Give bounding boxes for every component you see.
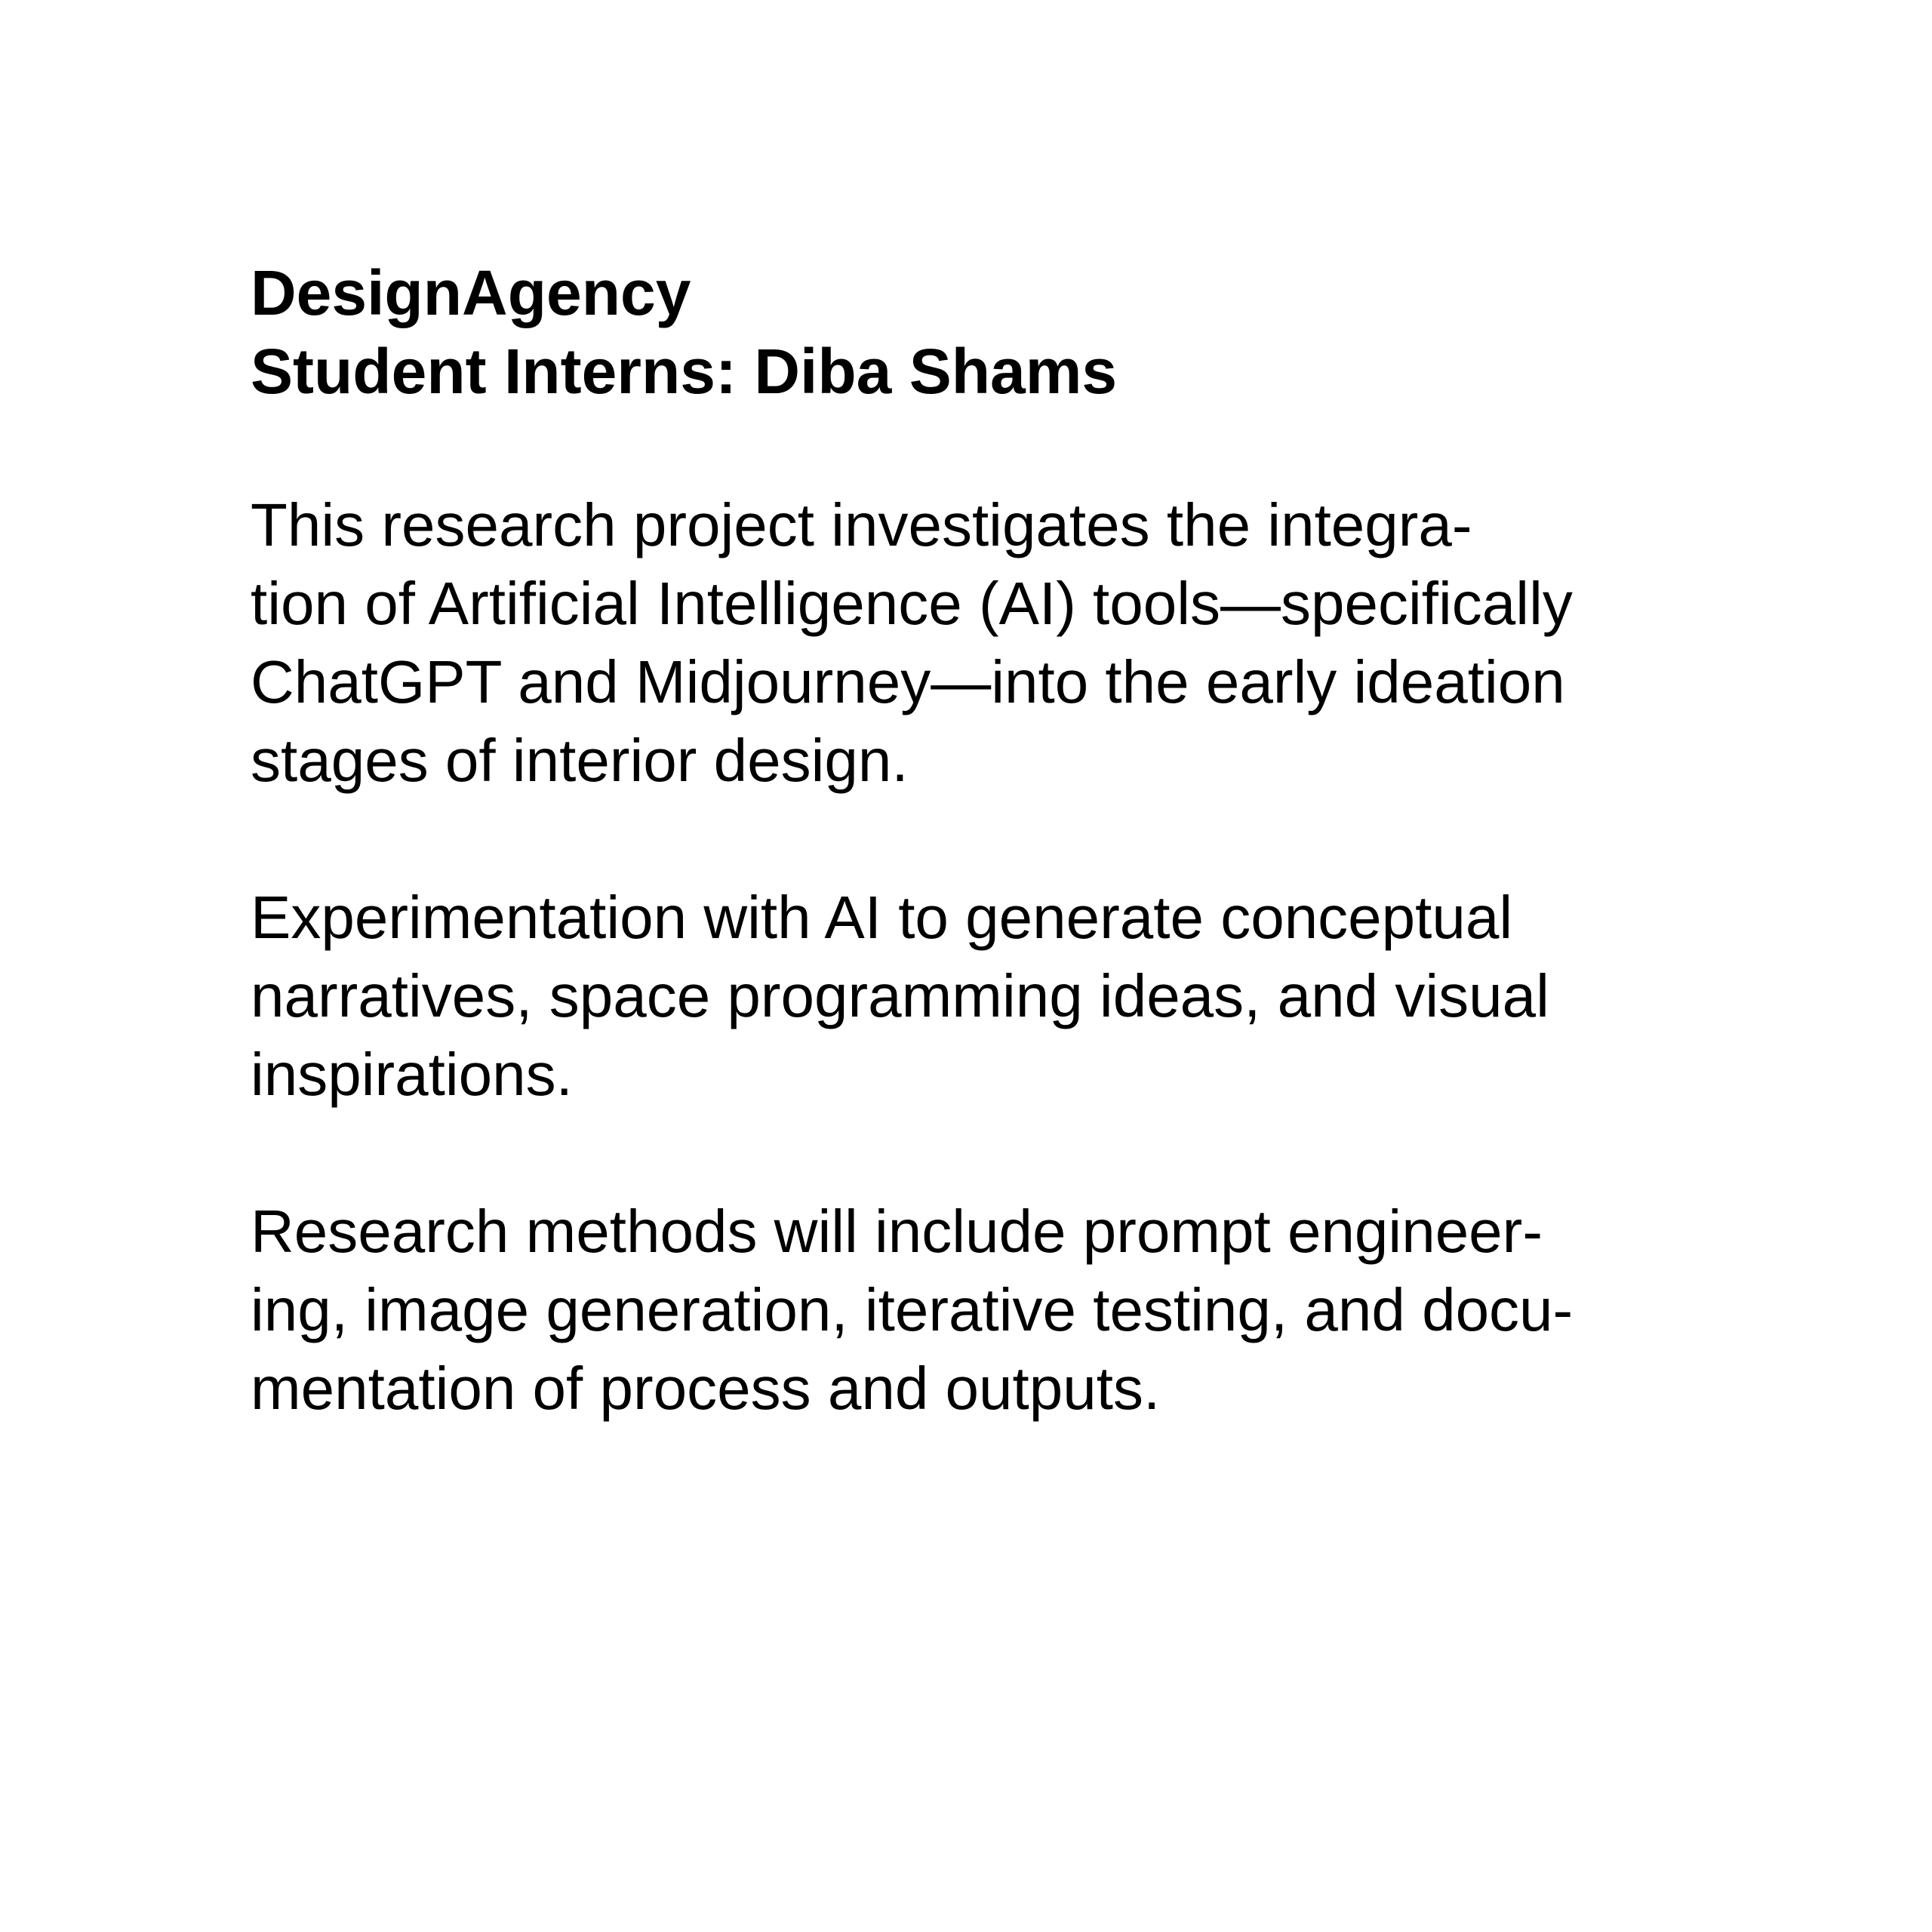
paragraph-line: ing, image generation, iterative testing, and docu- xyxy=(251,1276,1574,1343)
paragraph-line: stages of interior design. xyxy=(251,727,909,794)
paragraph-experimentation xyxy=(251,878,1760,1114)
paragraph-line: narratives, space programming ideas, and visual xyxy=(251,962,1549,1029)
header-block xyxy=(251,254,1760,411)
paragraph-line: Research methods will include prompt engineer- xyxy=(251,1198,1543,1265)
document-content xyxy=(251,254,1760,1428)
paragraph-line: ChatGPT and Midjourney—into the early ideation xyxy=(251,648,1565,715)
paragraph-project-description xyxy=(251,486,1760,800)
paragraph-research-methods xyxy=(251,1192,1760,1428)
student-interns: Student Interns: Diba Shams xyxy=(251,336,1118,407)
paragraph-line: Experimentation with AI to generate conceptual xyxy=(251,884,1513,951)
agency-name: DesignAgency xyxy=(251,257,691,328)
paragraph-line: This research project investigates the integra- xyxy=(251,491,1472,558)
paragraph-line: tion of Artificial Intelligence (AI) tools—specifically xyxy=(251,570,1573,637)
paragraph-line: mentation of process and outputs. xyxy=(251,1355,1161,1422)
paragraph-line: inspirations. xyxy=(251,1041,573,1108)
